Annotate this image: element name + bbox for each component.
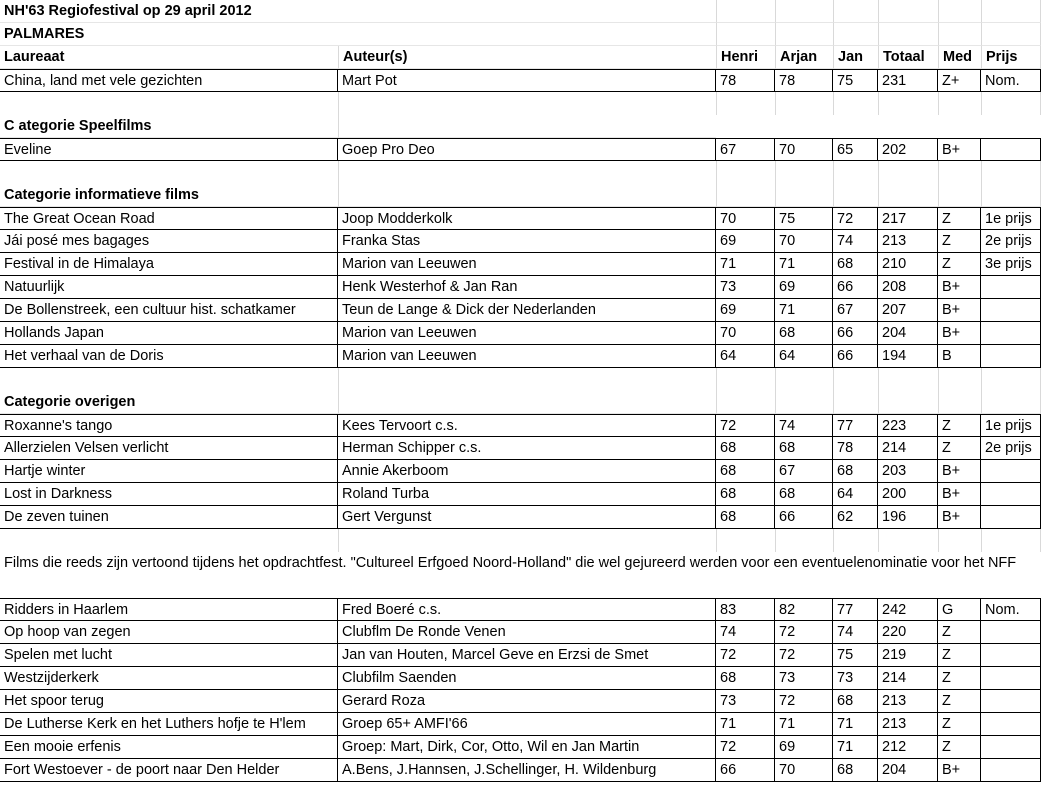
film-title-cell[interactable]: Hollands Japan	[0, 322, 338, 345]
score-jan-cell[interactable]: 64	[833, 483, 878, 506]
medal-cell[interactable]: B+	[938, 138, 981, 161]
medal-cell[interactable]: B+	[938, 322, 981, 345]
score-arjan-cell[interactable]: 71	[775, 713, 833, 736]
score-henri-cell[interactable]: 68	[716, 667, 775, 690]
prize-cell[interactable]	[981, 644, 1041, 667]
film-title-cell[interactable]: Westzijderkerk	[0, 667, 338, 690]
total-cell[interactable]: 219	[878, 644, 938, 667]
score-jan-cell[interactable]: 78	[833, 437, 878, 460]
total-cell[interactable]: 204	[878, 759, 938, 782]
table-row	[0, 736, 1043, 759]
medal-cell[interactable]: Z	[938, 437, 981, 460]
total-cell[interactable]: 202	[878, 138, 938, 161]
film-title-cell[interactable]: Ridders in Haarlem	[0, 598, 338, 621]
author-cell[interactable]: Herman Schipper c.s.	[338, 437, 716, 460]
score-henri-cell[interactable]: 70	[716, 322, 775, 345]
medal-cell[interactable]: Z+	[938, 69, 981, 92]
table-row	[0, 759, 1043, 782]
prize-cell[interactable]	[981, 322, 1041, 345]
subtitle-row	[0, 23, 1043, 46]
prize-cell[interactable]	[981, 621, 1041, 644]
prize-cell[interactable]	[981, 483, 1041, 506]
author-cell[interactable]: Annie Akerboom	[338, 460, 716, 483]
total-cell[interactable]: 231	[878, 69, 938, 92]
score-jan-cell[interactable]: 66	[833, 322, 878, 345]
film-title-cell[interactable]: De Bollenstreek, een cultuur hist. schatkamer	[0, 299, 338, 322]
table-row	[0, 690, 1043, 713]
prize-cell[interactable]: 1e prijs	[981, 207, 1041, 230]
score-jan-cell[interactable]: 74	[833, 230, 878, 253]
author-cell[interactable]: Groep: Mart, Dirk, Cor, Otto, Wil en Jan Martin	[338, 736, 716, 759]
author-cell[interactable]: Roland Turba	[338, 483, 716, 506]
score-jan-cell[interactable]: 68	[833, 759, 878, 782]
table-row	[0, 644, 1043, 667]
prize-cell[interactable]	[981, 299, 1041, 322]
medal-cell[interactable]: Z	[938, 736, 981, 759]
score-arjan-cell[interactable]: 72	[775, 690, 833, 713]
score-jan-cell[interactable]: 75	[833, 69, 878, 92]
film-title-cell[interactable]: Eveline	[0, 138, 338, 161]
prize-cell[interactable]	[981, 690, 1041, 713]
medal-cell[interactable]: B+	[938, 299, 981, 322]
score-henri-cell[interactable]: 71	[716, 713, 775, 736]
score-jan-cell[interactable]: 66	[833, 345, 878, 368]
total-cell[interactable]: 242	[878, 598, 938, 621]
score-henri-cell[interactable]: 70	[716, 207, 775, 230]
score-jan-cell[interactable]: 77	[833, 414, 878, 437]
blank-row	[0, 529, 1043, 552]
section-header-speelfilms	[0, 115, 1043, 138]
film-title-cell[interactable]: The Great Ocean Road	[0, 207, 338, 230]
table-row	[0, 207, 1043, 230]
film-title-cell[interactable]: Het verhaal van de Doris	[0, 345, 338, 368]
table-row	[0, 138, 1043, 161]
table-row	[0, 506, 1043, 529]
total-cell[interactable]: 213	[878, 713, 938, 736]
score-arjan-cell[interactable]: 68	[775, 437, 833, 460]
film-title-cell[interactable]: Lost in Darkness	[0, 483, 338, 506]
prize-cell[interactable]	[981, 460, 1041, 483]
section-header-overigen	[0, 391, 1043, 414]
author-cell[interactable]: Jan van Houten, Marcel Geve en Erzsi de Smet	[338, 644, 716, 667]
score-arjan-cell[interactable]: 72	[775, 644, 833, 667]
film-title-cell[interactable]: Hartje winter	[0, 460, 338, 483]
score-arjan-cell[interactable]: 66	[775, 506, 833, 529]
author-cell[interactable]: Henk Westerhof & Jan Ran	[338, 276, 716, 299]
total-cell[interactable]: 204	[878, 322, 938, 345]
header-laureaat[interactable]: Laureaat	[0, 46, 338, 69]
score-arjan-cell[interactable]: 82	[775, 598, 833, 621]
medal-cell[interactable]: Z	[938, 207, 981, 230]
blank-row	[0, 92, 1043, 115]
score-henri-cell[interactable]: 68	[716, 506, 775, 529]
header-henri[interactable]: Henri	[716, 46, 775, 69]
prize-cell[interactable]: Nom.	[981, 598, 1041, 621]
film-title-cell[interactable]: Festival in de Himalaya	[0, 253, 338, 276]
score-henri-cell[interactable]: 73	[716, 690, 775, 713]
author-cell[interactable]: Franka Stas	[338, 230, 716, 253]
prize-cell[interactable]	[981, 736, 1041, 759]
total-cell[interactable]: 207	[878, 299, 938, 322]
section-header-informatief	[0, 184, 1043, 207]
score-henri-cell[interactable]: 68	[716, 460, 775, 483]
author-cell[interactable]: Mart Pot	[338, 69, 716, 92]
table-row	[0, 483, 1043, 506]
score-jan-cell[interactable]: 68	[833, 690, 878, 713]
film-title-cell[interactable]: Roxanne's tango	[0, 414, 338, 437]
total-cell[interactable]: 203	[878, 460, 938, 483]
medal-cell[interactable]: Z	[938, 713, 981, 736]
score-arjan-cell[interactable]: 71	[775, 299, 833, 322]
medal-cell[interactable]: B+	[938, 483, 981, 506]
total-cell[interactable]: 213	[878, 690, 938, 713]
prize-cell[interactable]	[981, 667, 1041, 690]
header-jan[interactable]: Jan	[833, 46, 878, 69]
score-jan-cell[interactable]: 75	[833, 644, 878, 667]
medal-cell[interactable]: B+	[938, 506, 981, 529]
score-arjan-cell[interactable]: 73	[775, 667, 833, 690]
sheet-subtitle[interactable]: PALMARES	[0, 23, 716, 46]
table-row	[0, 253, 1043, 276]
author-cell[interactable]: Marion van Leeuwen	[338, 345, 716, 368]
prize-cell[interactable]: 2e prijs	[981, 437, 1041, 460]
total-cell[interactable]: 194	[878, 345, 938, 368]
blank-row	[0, 368, 1043, 391]
score-arjan-cell[interactable]: 69	[775, 736, 833, 759]
medal-cell[interactable]: Z	[938, 230, 981, 253]
prize-cell[interactable]	[981, 713, 1041, 736]
medal-cell[interactable]: Z	[938, 644, 981, 667]
table-row	[0, 460, 1043, 483]
prize-cell[interactable]	[981, 759, 1041, 782]
table-row	[0, 322, 1043, 345]
section-title[interactable]: Categorie overigen	[0, 391, 338, 414]
medal-cell[interactable]: B+	[938, 759, 981, 782]
score-henri-cell[interactable]: 72	[716, 644, 775, 667]
author-cell[interactable]: Marion van Leeuwen	[338, 322, 716, 345]
score-arjan-cell[interactable]: 78	[775, 69, 833, 92]
score-jan-cell[interactable]: 73	[833, 667, 878, 690]
film-title-cell[interactable]: Op hoop van zegen	[0, 621, 338, 644]
score-arjan-cell[interactable]: 71	[775, 253, 833, 276]
table-row	[0, 437, 1043, 460]
score-henri-cell[interactable]: 74	[716, 621, 775, 644]
score-henri-cell[interactable]: 66	[716, 759, 775, 782]
score-arjan-cell[interactable]: 68	[775, 483, 833, 506]
score-henri-cell[interactable]: 78	[716, 69, 775, 92]
film-title-cell[interactable]: Allerzielen Velsen verlicht	[0, 437, 338, 460]
table-row	[0, 69, 1043, 92]
medal-cell[interactable]: Z	[938, 690, 981, 713]
table-row	[0, 621, 1043, 644]
header-auteurs[interactable]: Auteur(s)	[338, 46, 716, 69]
total-cell[interactable]: 214	[878, 667, 938, 690]
total-cell[interactable]: 223	[878, 414, 938, 437]
score-jan-cell[interactable]: 65	[833, 138, 878, 161]
title-row	[0, 0, 1043, 23]
prize-cell[interactable]: 2e prijs	[981, 230, 1041, 253]
score-henri-cell[interactable]: 72	[716, 736, 775, 759]
film-title-cell[interactable]: Het spoor terug	[0, 690, 338, 713]
score-henri-cell[interactable]: 69	[716, 299, 775, 322]
film-title-cell[interactable]: Een mooie erfenis	[0, 736, 338, 759]
total-cell[interactable]: 208	[878, 276, 938, 299]
score-jan-cell[interactable]: 62	[833, 506, 878, 529]
sheet-title[interactable]: NH'63 Regiofestival op 29 april 2012	[0, 0, 716, 23]
score-arjan-cell[interactable]: 70	[775, 230, 833, 253]
table-row	[0, 299, 1043, 322]
section-title[interactable]: Categorie informatieve films	[0, 184, 338, 207]
score-arjan-cell[interactable]: 64	[775, 345, 833, 368]
medal-cell[interactable]: G	[938, 598, 981, 621]
film-title-cell[interactable]: Spelen met lucht	[0, 644, 338, 667]
score-henri-cell[interactable]: 67	[716, 138, 775, 161]
score-henri-cell[interactable]: 64	[716, 345, 775, 368]
table-row	[0, 345, 1043, 368]
score-jan-cell[interactable]: 68	[833, 460, 878, 483]
section-title[interactable]: C ategorie Speelfilms	[0, 115, 338, 138]
score-jan-cell[interactable]: 71	[833, 713, 878, 736]
table-row	[0, 667, 1043, 690]
table-row	[0, 276, 1043, 299]
total-cell[interactable]: 213	[878, 230, 938, 253]
score-arjan-cell[interactable]: 72	[775, 621, 833, 644]
author-cell[interactable]: Goep Pro Deo	[338, 138, 716, 161]
medal-cell[interactable]: Z	[938, 621, 981, 644]
score-arjan-cell[interactable]: 70	[775, 138, 833, 161]
medal-cell[interactable]: Z	[938, 253, 981, 276]
prize-cell[interactable]	[981, 345, 1041, 368]
author-cell[interactable]: Fred Boeré c.s.	[338, 598, 716, 621]
film-title-cell[interactable]: Jái posé mes bagages	[0, 230, 338, 253]
score-arjan-cell[interactable]: 75	[775, 207, 833, 230]
author-cell[interactable]: Kees Tervoort c.s.	[338, 414, 716, 437]
score-henri-cell[interactable]: 68	[716, 483, 775, 506]
note-text[interactable]: Films die reeds zijn vertoond tijdens het opdrachtfest. "Cultureel Erfgoed Noord-Holland" die wel gejureerd werden voor een eventuelenominatie voor het NFF	[4, 555, 1017, 571]
score-jan-cell[interactable]: 74	[833, 621, 878, 644]
medal-cell[interactable]: Z	[938, 414, 981, 437]
score-jan-cell[interactable]: 77	[833, 598, 878, 621]
score-henri-cell[interactable]: 72	[716, 414, 775, 437]
prize-cell[interactable]: 1e prijs	[981, 414, 1041, 437]
header-arjan[interactable]: Arjan	[775, 46, 833, 69]
film-title-cell[interactable]: China, land met vele gezichten	[0, 69, 338, 92]
total-cell[interactable]: 214	[878, 437, 938, 460]
blank-row	[0, 161, 1043, 184]
prize-cell[interactable]	[981, 506, 1041, 529]
score-jan-cell[interactable]: 67	[833, 299, 878, 322]
table-row	[0, 598, 1043, 621]
score-henri-cell[interactable]: 83	[716, 598, 775, 621]
table-row	[0, 414, 1043, 437]
prize-cell[interactable]: Nom.	[981, 69, 1041, 92]
score-arjan-cell[interactable]: 68	[775, 322, 833, 345]
table-row	[0, 713, 1043, 736]
film-title-cell[interactable]: De zeven tuinen	[0, 506, 338, 529]
author-cell[interactable]: Clubfilm Saenden	[338, 667, 716, 690]
score-arjan-cell[interactable]: 69	[775, 276, 833, 299]
author-cell[interactable]: Groep 65+ AMFI'66	[338, 713, 716, 736]
total-cell[interactable]: 196	[878, 506, 938, 529]
total-cell[interactable]: 217	[878, 207, 938, 230]
score-jan-cell[interactable]: 68	[833, 253, 878, 276]
author-cell[interactable]: Gerard Roza	[338, 690, 716, 713]
medal-cell[interactable]: B+	[938, 276, 981, 299]
score-arjan-cell[interactable]: 70	[775, 759, 833, 782]
score-henri-cell[interactable]: 69	[716, 230, 775, 253]
score-arjan-cell[interactable]: 67	[775, 460, 833, 483]
author-cell[interactable]: A.Bens, J.Hannsen, J.Schellinger, H. Wildenburg	[338, 759, 716, 782]
header-prijs[interactable]: Prijs	[981, 46, 1041, 69]
header-med[interactable]: Med	[938, 46, 981, 69]
author-cell[interactable]: Marion van Leeuwen	[338, 253, 716, 276]
film-title-cell[interactable]: De Lutherse Kerk en het Luthers hofje te H'lem	[0, 713, 338, 736]
score-henri-cell[interactable]: 71	[716, 253, 775, 276]
note-row	[0, 552, 1043, 598]
film-title-cell[interactable]: Fort Westoever - de poort naar Den Helder	[0, 759, 338, 782]
prize-cell[interactable]: 3e prijs	[981, 253, 1041, 276]
author-cell[interactable]: Clubflm De Ronde Venen	[338, 621, 716, 644]
table-row	[0, 230, 1043, 253]
prize-cell[interactable]	[981, 138, 1041, 161]
score-arjan-cell[interactable]: 74	[775, 414, 833, 437]
medal-cell[interactable]: B+	[938, 460, 981, 483]
medal-cell[interactable]: Z	[938, 667, 981, 690]
score-jan-cell[interactable]: 66	[833, 276, 878, 299]
medal-cell[interactable]: B	[938, 345, 981, 368]
author-cell[interactable]: Gert Vergunst	[338, 506, 716, 529]
film-title-cell[interactable]: Natuurlijk	[0, 276, 338, 299]
score-jan-cell[interactable]: 71	[833, 736, 878, 759]
total-cell[interactable]: 210	[878, 253, 938, 276]
total-cell[interactable]: 220	[878, 621, 938, 644]
total-cell[interactable]: 212	[878, 736, 938, 759]
header-row	[0, 46, 1043, 69]
score-henri-cell[interactable]: 73	[716, 276, 775, 299]
total-cell[interactable]: 200	[878, 483, 938, 506]
author-cell[interactable]: Joop Modderkolk	[338, 207, 716, 230]
score-jan-cell[interactable]: 72	[833, 207, 878, 230]
header-totaal[interactable]: Totaal	[878, 46, 938, 69]
prize-cell[interactable]	[981, 276, 1041, 299]
author-cell[interactable]: Teun de Lange & Dick der Nederlanden	[338, 299, 716, 322]
score-henri-cell[interactable]: 68	[716, 437, 775, 460]
